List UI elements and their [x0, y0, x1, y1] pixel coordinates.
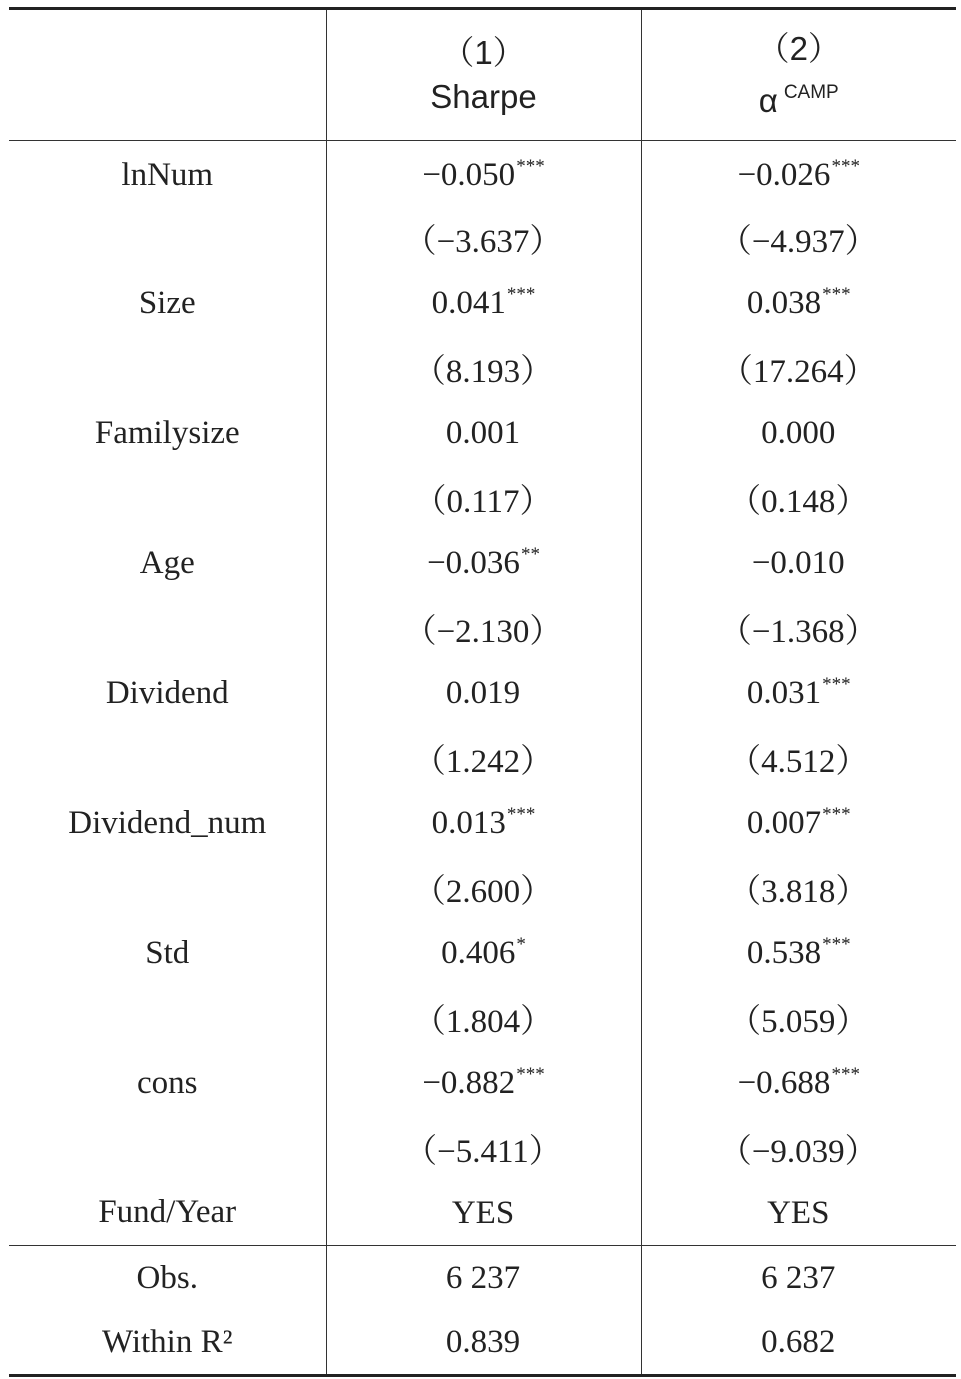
- table-row: [9, 401, 956, 466]
- col2-tstat: （4.512）: [641, 726, 956, 791]
- row-label: Dividend_num: [68, 804, 267, 841]
- row-label: [9, 726, 326, 791]
- table-row: [9, 466, 956, 531]
- row-label: Dividend: [105, 674, 229, 711]
- table-row: [9, 1116, 956, 1181]
- col1-tstat: （0.117）: [326, 466, 641, 531]
- col1-tstat: （−3.637）: [326, 206, 641, 271]
- row-label: [9, 336, 326, 401]
- col2-tstat: （0.148）: [641, 466, 956, 531]
- col2-value: 0.031***: [641, 661, 956, 726]
- significance-stars: ***: [831, 1064, 860, 1085]
- table-row: [9, 206, 956, 271]
- col1-value: 0.041***: [326, 271, 641, 336]
- col1-value: 0.013***: [326, 791, 641, 856]
- table-row: [9, 1051, 956, 1116]
- significance-stars: ***: [506, 284, 536, 305]
- row-label: Obs.: [9, 1246, 326, 1311]
- row-label: [9, 596, 326, 661]
- row-label: lnNum: [121, 156, 214, 193]
- row-label: cons: [137, 1064, 198, 1101]
- table-row: [9, 271, 956, 336]
- row-label: Std: [145, 934, 190, 971]
- row-label: Size: [138, 284, 196, 321]
- significance-stars: ***: [822, 804, 851, 825]
- row-label: [9, 466, 326, 531]
- col2-name: α: [758, 82, 778, 119]
- col2-value: 0.038***: [641, 271, 956, 336]
- col1-tstat: （−2.130）: [326, 596, 641, 661]
- col1-tstat: （8.193）: [326, 336, 641, 401]
- col1-name: Sharpe: [430, 78, 537, 115]
- significance-stars: ***: [822, 284, 851, 305]
- header-row: [9, 9, 956, 141]
- table-row: [9, 141, 956, 206]
- col2-value: 6 237: [641, 1246, 956, 1311]
- table-row: [9, 596, 956, 661]
- table-row: [9, 1246, 956, 1311]
- col1-value: 0.001: [326, 401, 641, 466]
- table-row: [9, 791, 956, 856]
- row-label: Familysize: [94, 414, 240, 451]
- table-row: [9, 986, 956, 1051]
- col2-number: （2）: [756, 30, 841, 67]
- table-row: [9, 531, 956, 596]
- col2-name-line: [642, 71, 957, 123]
- col1-value: YES: [326, 1181, 641, 1246]
- table-row: [9, 1311, 956, 1376]
- col2-value: 0.000: [641, 401, 956, 466]
- col2-tstat: （17.264）: [641, 336, 956, 401]
- col1-value: 0.406*: [326, 921, 641, 986]
- significance-stars: ***: [831, 156, 860, 178]
- table-row: [9, 726, 956, 791]
- table-row: [9, 661, 956, 726]
- row-label: [9, 206, 326, 271]
- col2-tstat: （5.059）: [641, 986, 956, 1051]
- header-variable-cell: [9, 9, 326, 141]
- row-label: [9, 986, 326, 1051]
- col2-value: 0.538***: [641, 921, 956, 986]
- row-label: [9, 1116, 326, 1181]
- col2-value: −0.026***: [641, 141, 956, 206]
- row-label: [9, 856, 326, 921]
- table-row: [9, 921, 956, 986]
- table-row: [9, 336, 956, 401]
- significance-stars: ***: [516, 1064, 545, 1085]
- col2-tstat: （−9.039）: [641, 1116, 956, 1181]
- col1-tstat: （2.600）: [326, 856, 641, 921]
- col1-value: −0.050***: [326, 141, 641, 206]
- row-label: Age: [139, 544, 195, 581]
- col1-value: −0.036**: [326, 531, 641, 596]
- significance-stars: ***: [822, 934, 851, 955]
- significance-stars: **: [520, 544, 540, 565]
- col1-value: 0.019: [326, 661, 641, 726]
- significance-stars: ***: [516, 156, 545, 178]
- table-row: [9, 856, 956, 921]
- col2-tstat: （−4.937）: [641, 206, 956, 271]
- col2-value: YES: [641, 1181, 956, 1246]
- regression-table: [9, 7, 956, 1377]
- col1-number: （1）: [441, 34, 526, 71]
- row-label: Within R²: [9, 1311, 326, 1376]
- col2-superscript: CAMP: [783, 82, 839, 103]
- col1-tstat: （1.804）: [326, 986, 641, 1051]
- col1-value: 0.839: [326, 1311, 641, 1376]
- col1-value: 6 237: [326, 1246, 641, 1311]
- col1-tstat: （−5.411）: [326, 1116, 641, 1181]
- header-col2: [641, 9, 956, 141]
- col1-value: −0.882***: [326, 1051, 641, 1116]
- col1-tstat: （1.242）: [326, 726, 641, 791]
- table-row: [9, 1181, 956, 1246]
- col2-tstat: （−1.368）: [641, 596, 956, 661]
- significance-stars: ***: [506, 804, 536, 825]
- col2-value: 0.682: [641, 1311, 956, 1376]
- col2-tstat: （3.818）: [641, 856, 956, 921]
- header-col1: [326, 9, 641, 141]
- row-label: Fund/Year: [98, 1194, 237, 1231]
- col2-value: −0.688***: [641, 1051, 956, 1116]
- col2-value: 0.007***: [641, 791, 956, 856]
- significance-stars: ***: [822, 674, 851, 695]
- col2-value: −0.010: [641, 531, 956, 596]
- significance-stars: *: [516, 934, 526, 955]
